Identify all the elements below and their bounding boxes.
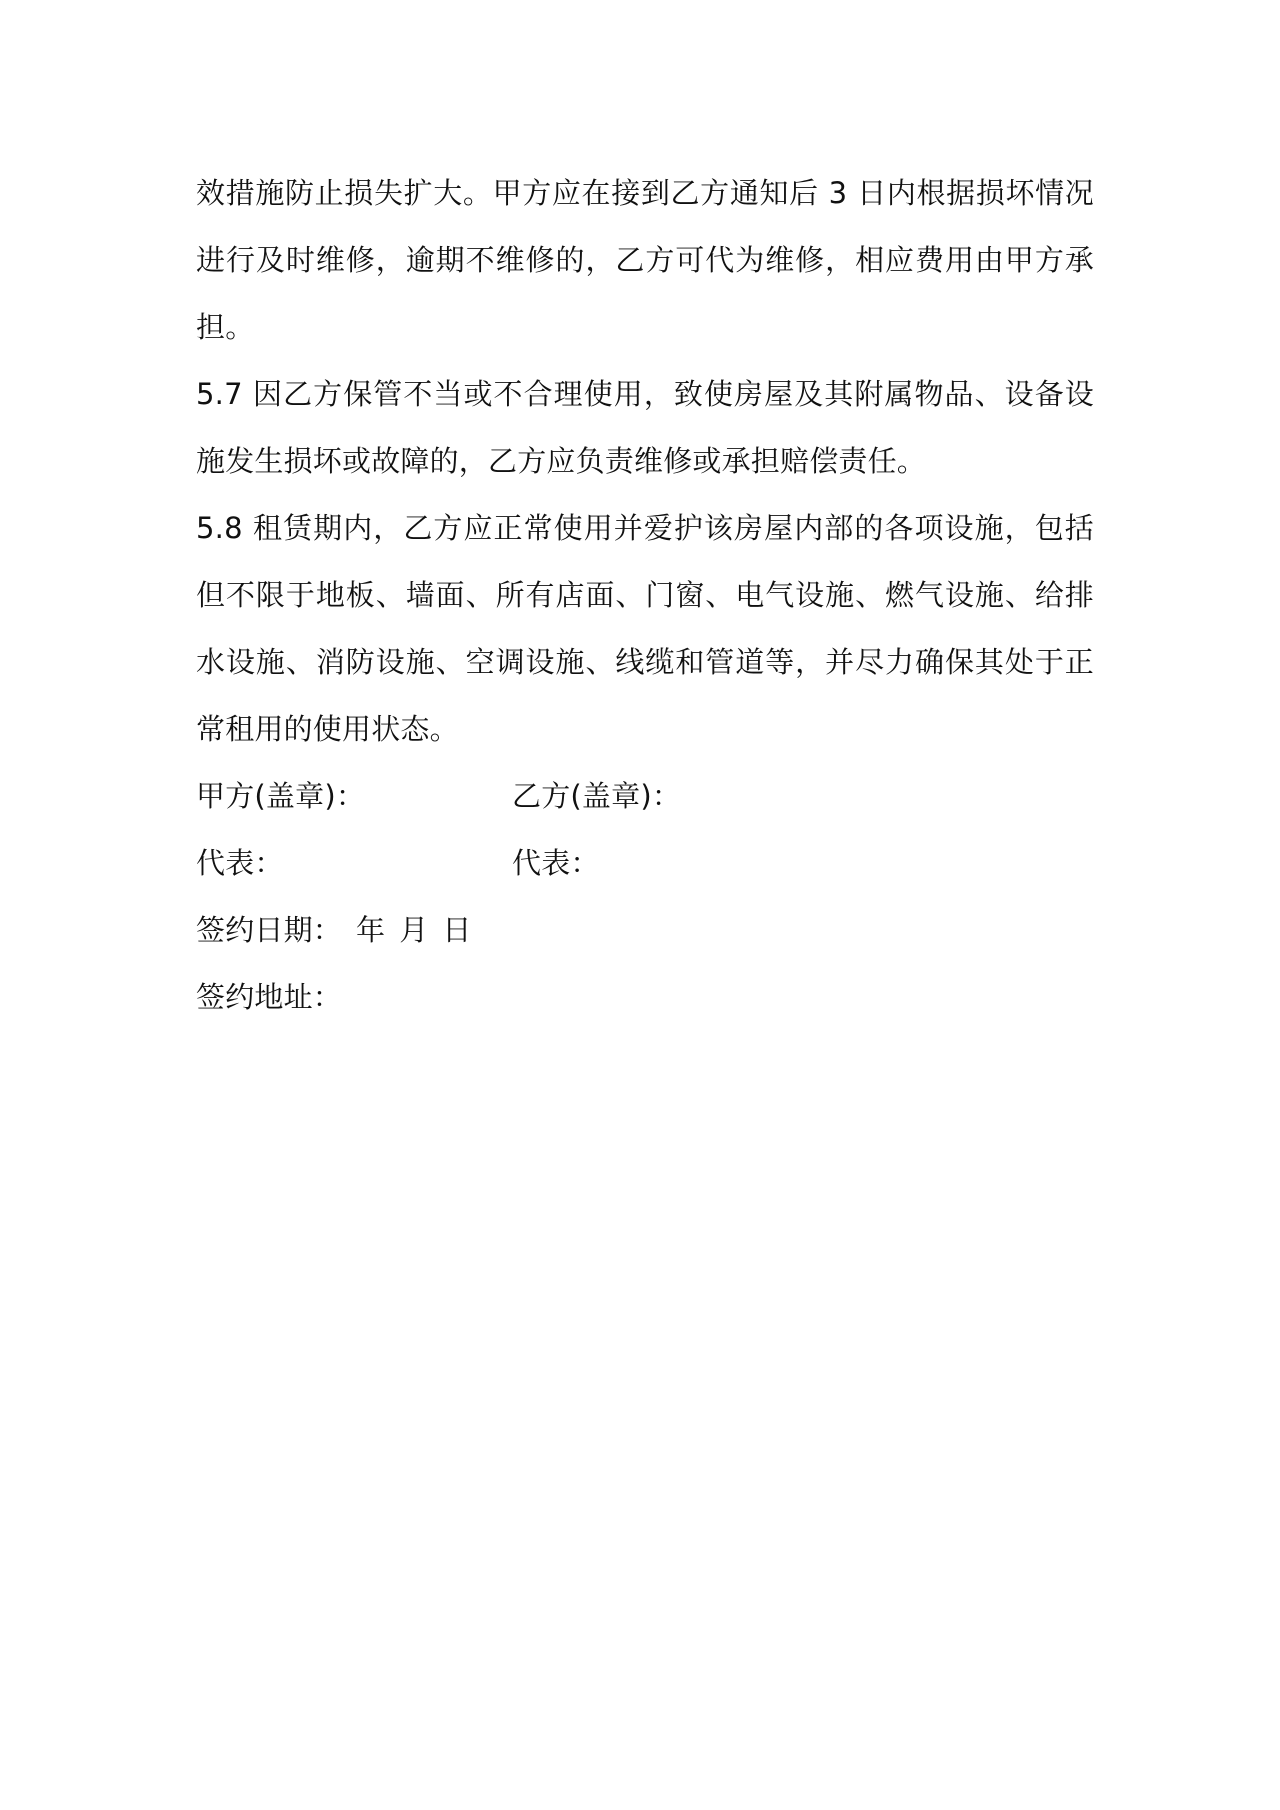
party-b-representative-label: 代表：: [512, 846, 600, 880]
party-a-seal-label: 甲方(盖章)：: [196, 779, 366, 813]
text-line: 施发生损坏或故障的，乙方应负责维修或承担赔偿责任。: [196, 444, 927, 478]
representative-row: [196, 830, 1094, 897]
text-line: 进行及时维修，逾期不维修的，乙方可代为维修，相应费用由甲方承: [196, 243, 1094, 277]
month-label: 月: [399, 913, 429, 947]
sign-date-row: [196, 897, 1094, 964]
text-line: 效措施防止损失扩大。甲方应在接到乙方通知后 3 日内根据损坏情况: [196, 176, 1094, 210]
sign-date: [196, 897, 472, 964]
sign-address-label: 签约地址：: [196, 980, 343, 1014]
paragraph-repair-obligation: [196, 160, 1094, 361]
text-line: 5.7 因乙方保管不当或不合理使用，致使房屋及其附属物品、设备设: [196, 377, 1094, 411]
day-label: 日: [442, 913, 472, 947]
party-b-seal-label: 乙方(盖章)：: [512, 779, 682, 813]
seal-row: [196, 763, 1094, 830]
sign-date-label: 签约日期：: [196, 913, 343, 947]
year-label: 年: [356, 913, 386, 947]
paragraph-clause-5-8: [196, 495, 1094, 763]
text-line: 常租用的使用状态。: [196, 712, 459, 746]
sign-address-row: [196, 964, 1094, 1031]
signature-block: [196, 763, 1094, 1031]
party-a-representative-label: 代表：: [196, 846, 284, 880]
text-line: 担。: [196, 310, 255, 344]
text-line: 5.8 租赁期内，乙方应正常使用并爱护该房屋内部的各项设施，包括: [196, 511, 1094, 545]
text-line: 但不限于地板、墙面、所有店面、门窗、电气设施、燃气设施、给排: [196, 578, 1094, 612]
paragraph-clause-5-7: [196, 361, 1094, 495]
contract-text: [196, 160, 1094, 1031]
text-line: 水设施、消防设施、空调设施、线缆和管道等，并尽力确保其处于正: [196, 645, 1094, 679]
